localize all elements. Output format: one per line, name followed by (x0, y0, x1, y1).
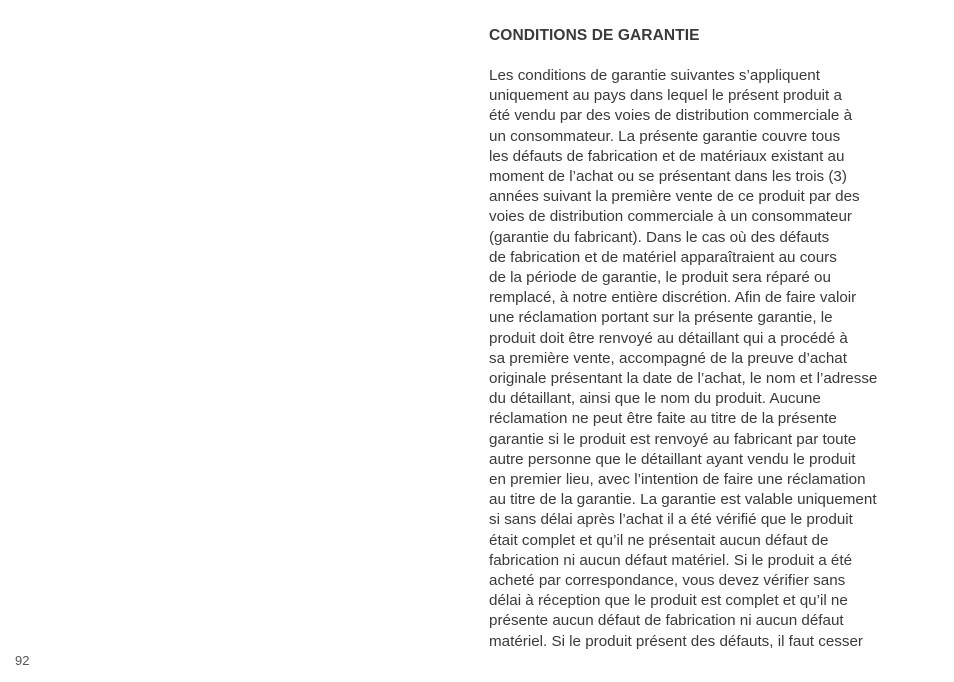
text-line: présente aucun défaut de fabrication ni aucun défaut (489, 612, 844, 630)
text-line: de la période de garantie, le produit sera réparé ou (489, 269, 831, 287)
text-line: été vendu par des voies de distribution commerciale à (489, 107, 853, 125)
text-line: était complet et qu’il ne présentait aucun défaut de (489, 531, 829, 549)
text-line: de fabrication et de matériel apparaîtraient au cours (489, 248, 837, 266)
text-line: remplacé, à notre entière discrétion. Afin de faire valoir (489, 289, 857, 307)
section-heading: CONDITIONS DE GARANTIE (489, 27, 700, 44)
text-line: fabrication ni aucun défaut matériel. Si le produit a été (489, 551, 853, 569)
text-line: acheté par correspondance, vous devez vérifier sans (489, 572, 846, 590)
text-line: autre personne que le détaillant ayant vendu le produit (489, 450, 856, 468)
text-line: moment de l’achat ou se présentant dans les trois (3) (489, 168, 847, 186)
text-line: du détaillant, ainsi que le nom du produit. Aucune (489, 390, 821, 408)
text-line: une réclamation portant sur la présente garantie, le (489, 309, 833, 327)
page-number: 92 (15, 653, 30, 668)
text-line: matériel. Si le produit présent des défauts, il faut cesser (489, 632, 863, 650)
text-line: garantie si le produit est renvoyé au fabricant par toute (489, 430, 857, 448)
text-line: uniquement au pays dans lequel le présent produit a (489, 87, 842, 105)
text-line: voies de distribution commerciale à un consommateur (489, 208, 852, 226)
text-line: les défauts de fabrication et de matériaux existant au (489, 147, 845, 165)
text-line: années suivant la première vente de ce produit par des (489, 188, 860, 206)
text-line: un consommateur. La présente garantie couvre tous (489, 127, 841, 145)
text-line: originale présentant la date de l’achat, le nom et l’adresse (489, 370, 878, 388)
text-line: délai à réception que le produit est complet et qu’il ne (489, 592, 848, 610)
text-line: Les conditions de garantie suivantes s’appliquent (489, 67, 820, 84)
text-line: en premier lieu, avec l’intention de faire une réclamation (489, 471, 866, 489)
text-line: sa première vente, accompagné de la preuve d’achat (489, 349, 847, 367)
text-line: (garantie du fabricant). Dans le cas où des défauts (489, 228, 830, 246)
text-line: si sans délai après l’achat il a été vérifié que le produit (489, 511, 853, 529)
text-line: produit doit être renvoyé au détaillant qui a procédé à (489, 329, 848, 347)
warranty-body-text (489, 66, 929, 652)
text-line: réclamation ne peut être faite au titre de la présente (489, 410, 837, 428)
text-line: au titre de la garantie. La garantie est valable uniquement (489, 491, 877, 509)
